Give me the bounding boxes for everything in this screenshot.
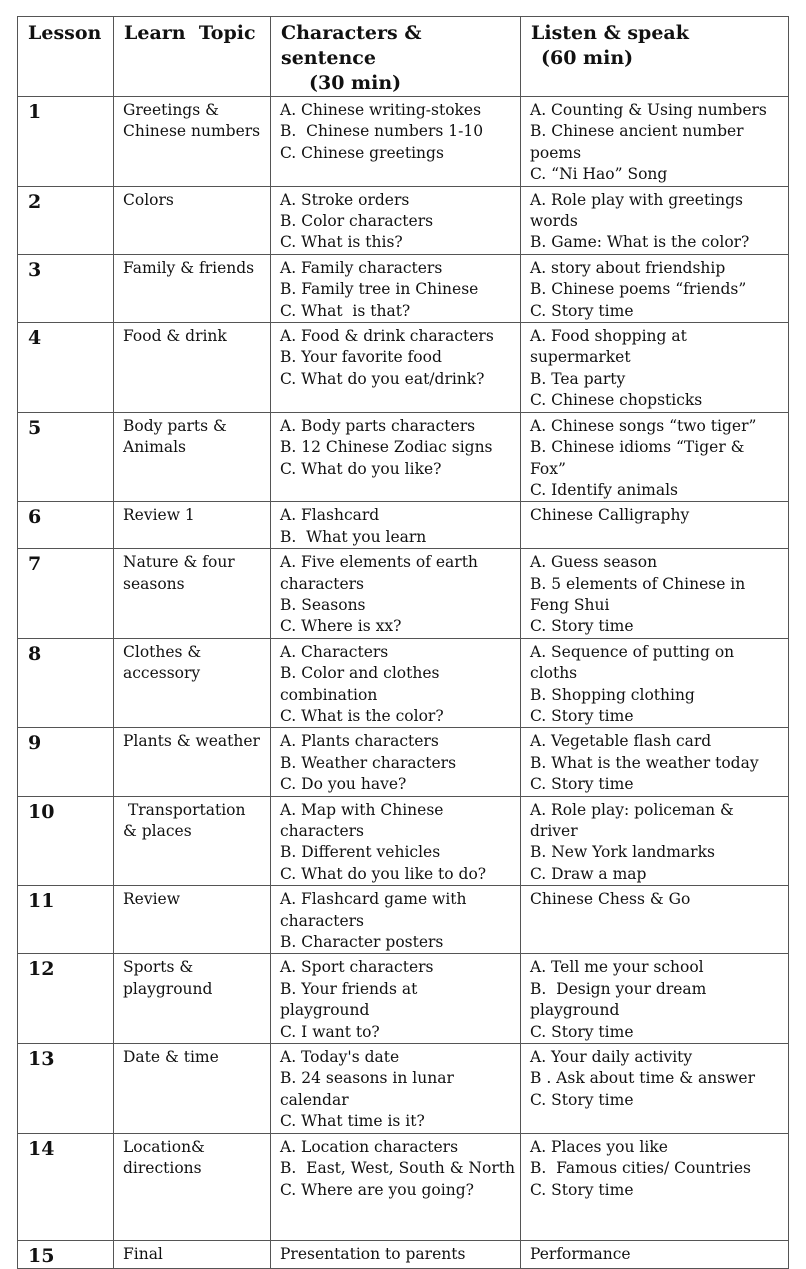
lesson-number: 14	[18, 1133, 114, 1240]
learn-topic-cell-line: Body parts &	[123, 416, 227, 435]
learn-topic-cell-line: Family & friends	[123, 258, 255, 277]
lesson-number: 10	[18, 796, 114, 886]
listen-speak-cell-line: A. Role play with greetings	[530, 190, 743, 209]
listen-speak-cell-line: C. Story time	[530, 1180, 634, 1199]
header-characters-duration: (30 min)	[309, 72, 402, 94]
table-row	[18, 1240, 789, 1268]
characters-cell-line: B. Different vehicles	[280, 843, 441, 862]
learn-topic-cell	[114, 1240, 271, 1268]
listen-speak-cell-line: C. Story time	[530, 775, 634, 794]
header-lesson: Lesson	[18, 17, 114, 97]
characters-cell-line: C. What time is it?	[280, 1112, 425, 1131]
characters-cell-line: A. Stroke orders	[280, 190, 410, 209]
listen-speak-cell-line: B. Chinese ancient number	[530, 122, 744, 141]
lesson-number: 9	[18, 728, 114, 796]
listen-speak-cell-line: B. Design your dream	[530, 979, 707, 998]
listen-speak-cell	[521, 1133, 789, 1240]
learn-topic-cell-line: accessory	[123, 664, 201, 683]
header-listen-title: Listen & speak	[531, 22, 689, 44]
characters-cell-line: A. Flashcard game with	[280, 890, 467, 909]
listen-speak-cell-line: B. What is the weather today	[530, 753, 759, 772]
lesson-number: 8	[18, 638, 114, 728]
listen-speak-cell-line: A. Guess season	[530, 553, 658, 572]
characters-cell-line: C. What is this?	[280, 233, 403, 252]
listen-speak-cell-line: C. Chinese chopsticks	[530, 391, 703, 410]
characters-cell	[271, 796, 521, 886]
table-row	[18, 97, 789, 187]
learn-topic-cell	[114, 97, 271, 187]
learn-topic-cell	[114, 886, 271, 954]
listen-speak-cell-line: C. Story time	[530, 1022, 634, 1041]
listen-speak-cell-line: C. Identify animals	[530, 480, 678, 499]
listen-speak-cell	[521, 886, 789, 954]
characters-cell	[271, 97, 521, 187]
learn-topic-cell-line: playground	[123, 979, 213, 998]
learn-topic-cell	[114, 323, 271, 413]
learn-topic-cell-line: Nature & four	[123, 553, 235, 572]
characters-cell-line: C. What do you like?	[280, 459, 442, 478]
listen-speak-cell	[521, 186, 789, 254]
characters-cell	[271, 186, 521, 254]
header-characters-sentence	[271, 17, 521, 97]
lesson-number: 3	[18, 254, 114, 322]
learn-topic-cell	[114, 638, 271, 728]
lesson-number: 7	[18, 549, 114, 639]
learn-topic-cell-line: directions	[123, 1159, 202, 1178]
characters-cell-line: C. Do you have?	[280, 775, 407, 794]
characters-cell	[271, 886, 521, 954]
listen-speak-cell-line: C. Draw a map	[530, 864, 647, 883]
listen-speak-cell	[521, 1240, 789, 1268]
characters-cell-line: C. What is the color?	[280, 706, 444, 725]
header-row	[18, 17, 789, 97]
listen-speak-cell-line: A. Counting & Using numbers	[530, 101, 767, 119]
listen-speak-cell-line: A. Role play: policeman &	[530, 800, 734, 819]
learn-topic-cell	[114, 954, 271, 1044]
listen-speak-cell	[521, 549, 789, 639]
listen-speak-cell-line: A. Chinese songs “two tiger”	[530, 416, 757, 435]
listen-speak-cell	[521, 796, 789, 886]
table-row	[18, 954, 789, 1044]
learn-topic-cell	[114, 412, 271, 502]
table-row	[18, 728, 789, 796]
characters-cell-line: A. Location characters	[280, 1137, 459, 1156]
listen-speak-cell-line: playground	[530, 1001, 620, 1020]
listen-speak-cell-line: A. Tell me your school	[530, 958, 704, 977]
characters-cell-line: C. What is that?	[280, 301, 411, 320]
learn-topic-cell	[114, 186, 271, 254]
learn-topic-cell-line: Transportation	[123, 800, 246, 819]
learn-topic-cell-line: Review 1	[123, 506, 195, 525]
characters-cell-line: B. What you learn	[280, 527, 427, 546]
learn-topic-cell-line: Chinese numbers	[123, 122, 261, 141]
characters-cell-line: A. Body parts characters	[280, 416, 476, 435]
learn-topic-cell	[114, 796, 271, 886]
listen-speak-cell-line: Performance	[530, 1244, 631, 1263]
listen-speak-cell-line: driver	[530, 822, 578, 840]
listen-speak-cell-line: A. story about friendship	[530, 258, 726, 277]
characters-cell-line: A. Today's date	[280, 1048, 400, 1067]
listen-speak-cell-line: B. Shopping clothing	[530, 685, 695, 704]
listen-speak-cell-line: B . Ask about time & answer	[530, 1069, 756, 1088]
listen-speak-cell-line: B. 5 elements of Chinese in	[530, 574, 746, 593]
listen-speak-cell-line: C. Story time	[530, 617, 634, 636]
header-listen-duration: (60 min)	[541, 47, 634, 69]
characters-cell-line: B. Your friends at	[280, 979, 418, 998]
listen-speak-cell-line: C. “Ni Hao” Song	[530, 165, 668, 184]
characters-cell	[271, 638, 521, 728]
lesson-number: 1	[18, 97, 114, 187]
learn-topic-cell-line: Sports &	[123, 958, 194, 977]
curriculum-table-container	[17, 16, 789, 1269]
characters-cell-line: B. Weather characters	[280, 753, 457, 772]
learn-topic-cell-line: Final	[123, 1244, 163, 1263]
characters-cell-line: A. Plants characters	[280, 732, 439, 751]
listen-speak-cell-line: A. Your daily activity	[530, 1048, 693, 1067]
characters-cell-line: C. What do you eat/drink?	[280, 369, 485, 388]
learn-topic-cell-line: Location&	[123, 1137, 205, 1156]
listen-speak-cell	[521, 1044, 789, 1134]
characters-cell-line: B. Color characters	[280, 212, 434, 231]
characters-cell-line: C. What do you like to do?	[280, 864, 487, 883]
listen-speak-cell-line: A. Sequence of putting on cloths	[530, 642, 740, 683]
characters-cell-line: A. Family characters	[280, 258, 443, 277]
lesson-number: 12	[18, 954, 114, 1044]
table-row	[18, 549, 789, 639]
characters-cell-line: A. Map with Chinese	[280, 800, 444, 819]
header-listen-speak	[521, 17, 789, 97]
characters-cell	[271, 1133, 521, 1240]
listen-speak-cell-line: poems	[530, 143, 582, 162]
listen-speak-cell-line: words	[530, 212, 578, 231]
table-row	[18, 1044, 789, 1134]
learn-topic-cell-line: seasons	[123, 574, 185, 593]
lesson-number: 11	[18, 886, 114, 954]
characters-cell-line: A. Sport characters	[280, 958, 434, 977]
table-row	[18, 412, 789, 502]
table-row	[18, 1133, 789, 1240]
characters-cell-line: B. Your favorite food	[280, 348, 442, 367]
table-body	[18, 97, 789, 1269]
characters-cell-line: A. Food & drink characters	[280, 327, 494, 346]
listen-speak-cell	[521, 254, 789, 322]
characters-cell-line: C. I want to?	[280, 1022, 380, 1041]
listen-speak-cell-line: B. Chinese idioms “Tiger & Fox”	[530, 438, 750, 478]
listen-speak-cell-line: B. Famous cities/ Countries	[530, 1159, 751, 1178]
table-row	[18, 323, 789, 413]
characters-cell-line: A. Five elements of earth	[280, 553, 478, 572]
learn-topic-cell-line: & places	[123, 822, 192, 840]
characters-cell-line: C. Chinese greetings	[280, 143, 444, 162]
listen-speak-cell	[521, 502, 789, 549]
lesson-number: 6	[18, 502, 114, 549]
learn-topic-cell	[114, 254, 271, 322]
lesson-number: 13	[18, 1044, 114, 1134]
listen-speak-cell-line: B. Tea party	[530, 369, 626, 388]
characters-cell	[271, 412, 521, 502]
listen-speak-cell	[521, 954, 789, 1044]
characters-cell	[271, 728, 521, 796]
lesson-number: 15	[18, 1240, 114, 1268]
characters-cell	[271, 1240, 521, 1268]
characters-cell-line: B. Color and clothes	[280, 664, 440, 683]
listen-speak-cell	[521, 323, 789, 413]
characters-cell-line: Presentation to parents	[280, 1244, 466, 1263]
characters-cell-line: B. East, West, South & North	[280, 1159, 515, 1178]
listen-speak-cell-line: Chinese Chess & Go	[530, 890, 691, 909]
listen-speak-cell-line: B. Game: What is the color?	[530, 233, 750, 252]
table-row	[18, 186, 789, 254]
characters-cell-line: B. Family tree in Chinese	[280, 280, 479, 299]
characters-cell-line: characters	[280, 911, 365, 930]
learn-topic-cell	[114, 728, 271, 796]
characters-cell-line: B. Seasons	[280, 595, 366, 614]
listen-speak-cell-line: C. Story time	[530, 301, 634, 320]
learn-topic-cell-line: Greetings &	[123, 101, 219, 119]
characters-cell-line: C. Where are you going?	[280, 1180, 474, 1199]
table-row	[18, 502, 789, 549]
table-row	[18, 796, 789, 886]
characters-cell-line: calendar	[280, 1090, 349, 1109]
listen-speak-cell-line: supermarket	[530, 348, 631, 367]
learn-topic-cell-line: Food & drink	[123, 327, 227, 346]
lesson-number: 5	[18, 412, 114, 502]
listen-speak-cell-line: C. Story time	[530, 1090, 634, 1109]
listen-speak-cell	[521, 97, 789, 187]
listen-speak-cell-line: Feng Shui	[530, 595, 610, 614]
learn-topic-cell-line: Date & time	[123, 1048, 219, 1067]
learn-topic-cell-line: Animals	[123, 438, 186, 457]
characters-cell-line: A. Chinese writing-stokes	[280, 101, 482, 119]
header-characters-title: Characters & sentence	[281, 22, 429, 69]
characters-cell-line: B. 24 seasons in lunar	[280, 1069, 454, 1088]
learn-topic-cell-line: Colors	[123, 190, 174, 209]
lesson-number: 4	[18, 323, 114, 413]
table-row	[18, 886, 789, 954]
characters-cell-line: C. Where is xx?	[280, 617, 402, 636]
characters-cell-line: B. Chinese numbers 1-10	[280, 122, 484, 141]
curriculum-table	[17, 16, 789, 1269]
characters-cell-line: playground	[280, 1001, 370, 1020]
learn-topic-cell	[114, 1133, 271, 1240]
characters-cell-line: combination	[280, 685, 378, 704]
listen-speak-cell	[521, 638, 789, 728]
listen-speak-cell-line: B. New York landmarks	[530, 843, 715, 862]
characters-cell-line: A. Flashcard	[280, 506, 380, 525]
listen-speak-cell-line: B. Chinese poems “friends”	[530, 280, 747, 299]
listen-speak-cell	[521, 728, 789, 796]
learn-topic-cell-line: Plants & weather	[123, 732, 260, 751]
listen-speak-cell-line: A. Food shopping at	[530, 327, 687, 346]
characters-cell	[271, 254, 521, 322]
lesson-number: 2	[18, 186, 114, 254]
learn-topic-cell	[114, 1044, 271, 1134]
characters-cell	[271, 549, 521, 639]
learn-topic-cell-line: Review	[123, 890, 180, 909]
characters-cell	[271, 502, 521, 549]
listen-speak-cell-line: Chinese Calligraphy	[530, 506, 690, 525]
table-row	[18, 254, 789, 322]
listen-speak-cell-line: C. Story time	[530, 706, 634, 725]
characters-cell-line: B. Character posters	[280, 933, 444, 952]
characters-cell-line: A. Characters	[280, 642, 389, 661]
characters-cell-line: characters	[280, 822, 365, 840]
learn-topic-cell-line: Clothes &	[123, 642, 202, 661]
listen-speak-cell	[521, 412, 789, 502]
learn-topic-cell	[114, 502, 271, 549]
characters-cell-line: B. 12 Chinese Zodiac signs	[280, 438, 493, 457]
characters-cell	[271, 1044, 521, 1134]
characters-cell-line: characters	[280, 574, 365, 593]
table-row	[18, 638, 789, 728]
listen-speak-cell-line: A. Places you like	[530, 1137, 668, 1156]
learn-topic-cell	[114, 549, 271, 639]
listen-speak-cell-line: A. Vegetable flash card	[530, 732, 712, 751]
characters-cell	[271, 954, 521, 1044]
characters-cell	[271, 323, 521, 413]
header-learn-topic: Learn Topic	[114, 17, 271, 97]
